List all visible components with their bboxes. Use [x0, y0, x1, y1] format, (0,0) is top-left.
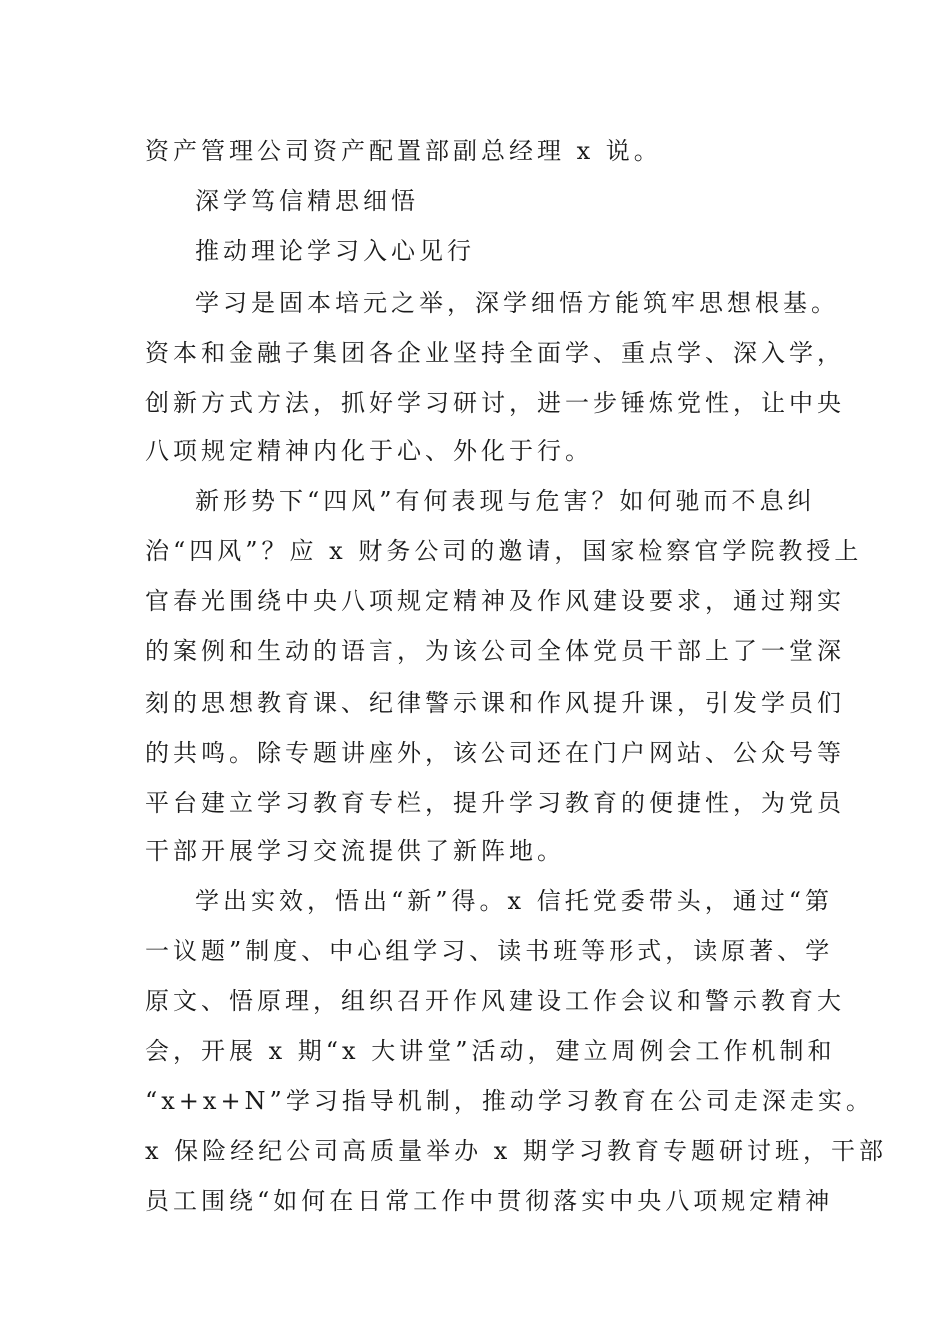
text-line-12: 刻的思想教育课、纪律警示课和作风提升课，引发学员们: [145, 689, 845, 717]
text-line-7: 八项规定精神内化于心、外化于行。: [145, 437, 593, 465]
text-line-13: 的共鸣。除专题讲座外，该公司还在门户网站、公众号等: [145, 739, 845, 767]
text-line-17: 一议题”制度、中心组学习、读书班等形式，读原著、学: [145, 937, 834, 965]
text-line-6: 创新方式方法，抓好学习研讨，进一步锤炼党性，让中央: [145, 389, 845, 417]
text-line-8: 新形势下“四风”有何表现与危害？如何驰而不息纠: [195, 487, 816, 515]
text-line-14: 平台建立学习教育专栏，提升学习教育的便捷性，为党员: [145, 789, 845, 817]
text-line-4: 学习是固本培元之举，深学细悟方能筑牢思想根基。: [195, 289, 839, 317]
text-line-11: 的案例和生动的语言，为该公司全体党员干部上了一堂深: [145, 637, 845, 665]
text-line-9: 治“四风”？应 x 财务公司的邀请，国家检察官学院教授上: [145, 537, 863, 565]
text-line-10: 官春光围绕中央八项规定精神及作风建设要求，通过翔实: [145, 587, 845, 615]
section-heading-line-2: 推动理论学习入心见行: [195, 237, 475, 265]
section-heading-line-1: 深学笃信精思细悟: [195, 187, 419, 215]
text-line-18: 原文、悟原理，组织召开作风建设工作会议和警示教育大: [145, 987, 845, 1015]
text-line-5: 资本和金融子集团各企业坚持全面学、重点学、深入学，: [145, 339, 845, 367]
text-line-19: 会，开展 x 期“x 大讲堂”活动，建立周例会工作机制和: [145, 1037, 836, 1065]
text-line-1: 资产管理公司资产配置部副总经理 x 说。: [145, 137, 662, 165]
text-line-20: “x+x+N”学习指导机制，推动学习教育在公司走深走实。: [145, 1087, 874, 1115]
text-line-16: 学出实效，悟出“新”得。x 信托党委带头，通过“第: [195, 887, 833, 915]
text-line-21: x 保险经纪公司高质量举办 x 期学习教育专题研讨班，干部: [145, 1137, 887, 1165]
text-line-22: 员工围绕“如何在日常工作中贯彻落实中央八项规定精神: [145, 1187, 834, 1215]
text-line-15: 干部开展学习交流提供了新阵地。: [145, 837, 565, 865]
